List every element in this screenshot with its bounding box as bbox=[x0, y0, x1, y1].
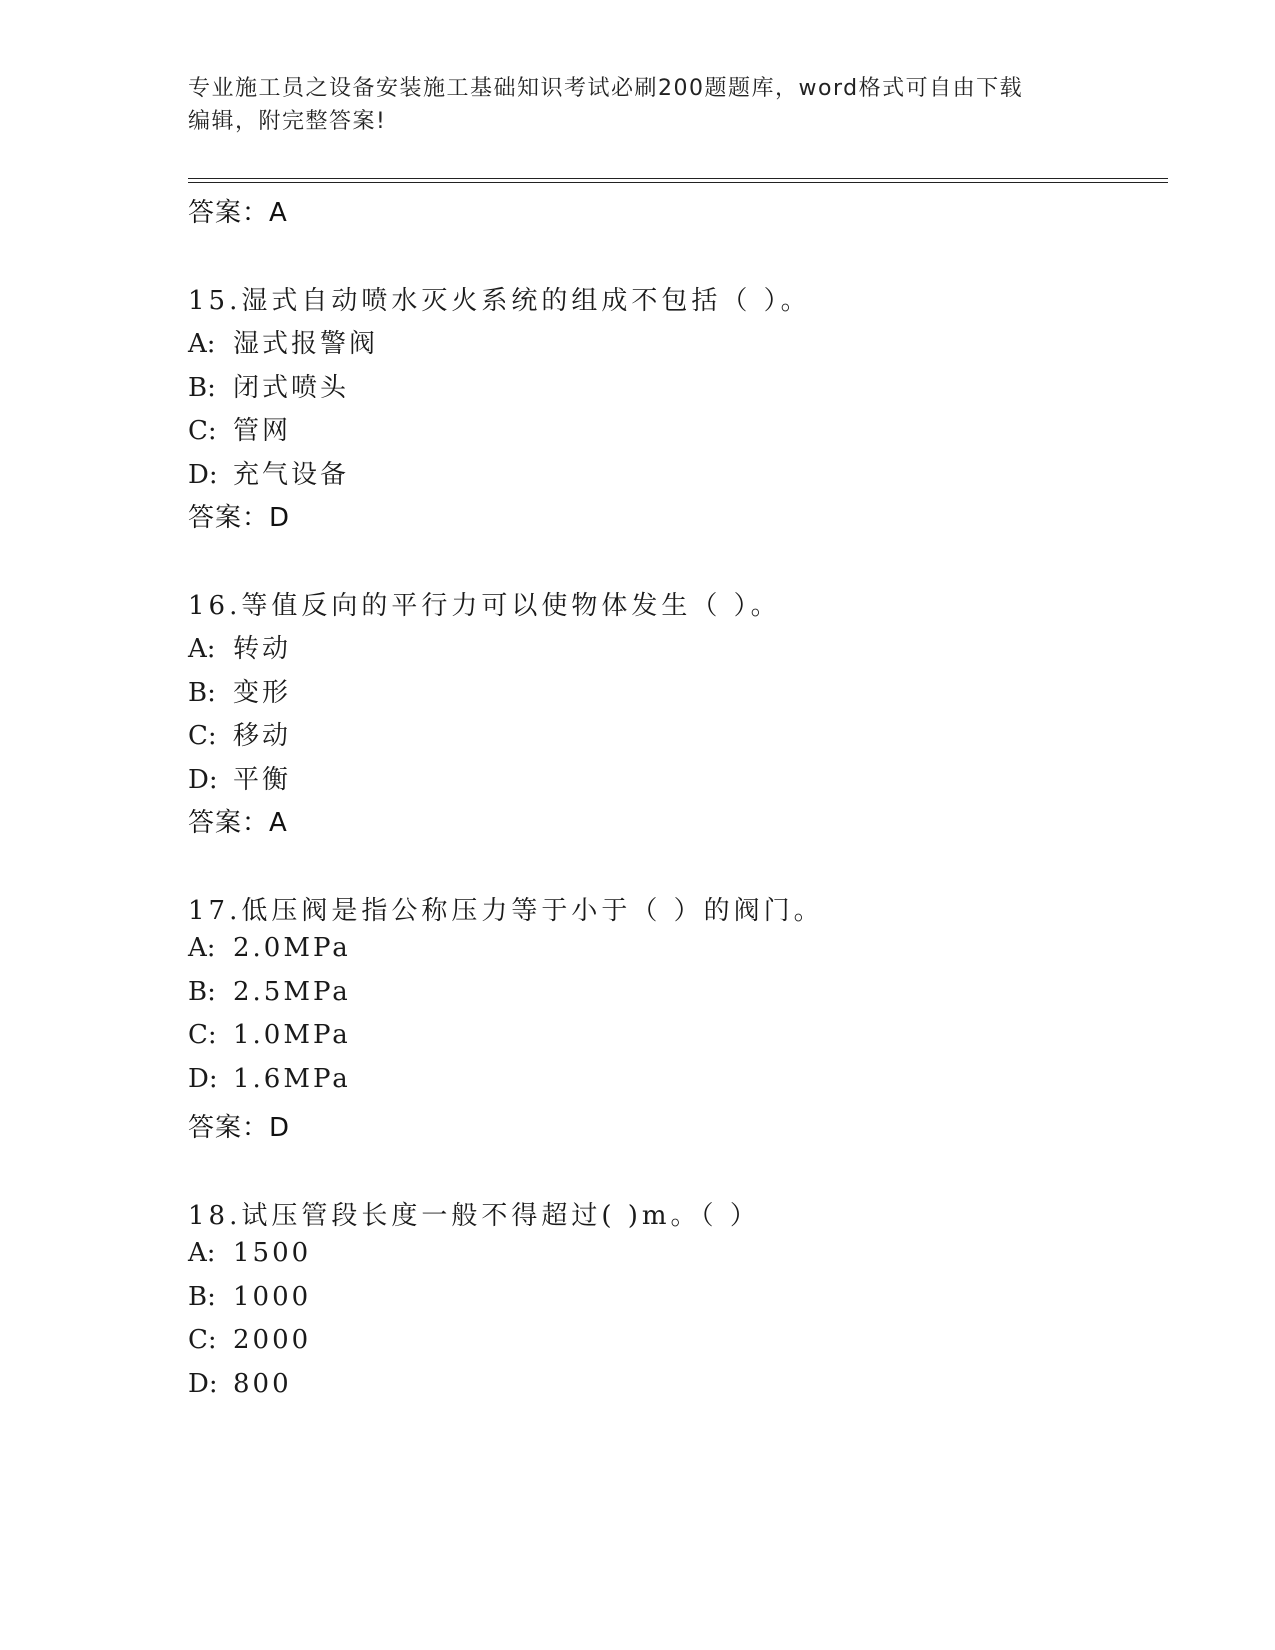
option-label: D: bbox=[188, 460, 218, 490]
question-text: 16.等值反向的平行力可以使物体发生（ ）。 bbox=[188, 591, 781, 621]
option-text: 平衡 bbox=[233, 765, 292, 795]
option-d bbox=[188, 759, 291, 796]
option-b bbox=[188, 672, 291, 709]
question-answer: 答案：D bbox=[188, 503, 291, 533]
option-b bbox=[188, 1282, 311, 1312]
option-label: C: bbox=[188, 1325, 217, 1355]
option-b bbox=[188, 367, 349, 404]
option-c bbox=[188, 410, 291, 447]
header-title-line1: 专业施工员之设备安装施工基础知识考试必刷200题题库，word格式可自由下载 bbox=[188, 76, 1024, 101]
option-text: 变形 bbox=[233, 678, 292, 708]
option-label: A: bbox=[188, 1238, 216, 1268]
option-label: C: bbox=[188, 721, 217, 751]
option-text: 湿式报警阀 bbox=[233, 329, 379, 359]
question-answer: 答案：D bbox=[188, 1113, 291, 1143]
option-text: 1.6MPa bbox=[233, 1064, 351, 1094]
option-d bbox=[188, 1064, 351, 1094]
option-label: A: bbox=[188, 933, 216, 963]
option-text: 转动 bbox=[233, 634, 292, 664]
option-c bbox=[188, 1020, 351, 1050]
option-text: 1500 bbox=[233, 1238, 312, 1268]
option-text: 1.0MPa bbox=[233, 1020, 351, 1050]
option-text: 移动 bbox=[233, 721, 292, 751]
option-label: D: bbox=[188, 765, 218, 795]
option-c bbox=[188, 715, 291, 752]
option-d bbox=[188, 1369, 292, 1399]
option-a bbox=[188, 933, 351, 963]
option-text: 2.0MPa bbox=[233, 933, 351, 963]
option-label: C: bbox=[188, 416, 217, 446]
document-header bbox=[188, 72, 1068, 138]
option-text: 800 bbox=[233, 1369, 292, 1399]
question-text: 17.低压阀是指公称压力等于小于（ ）的阀门。 bbox=[188, 896, 824, 926]
option-d bbox=[188, 454, 349, 491]
answer-prev: 答案：A bbox=[188, 198, 288, 228]
option-label: A: bbox=[188, 329, 216, 359]
option-c bbox=[188, 1325, 311, 1355]
option-label: B: bbox=[188, 1282, 216, 1312]
option-b bbox=[188, 977, 351, 1007]
question-answer: 答案：A bbox=[188, 808, 288, 838]
question-text: 15.湿式自动喷水灭火系统的组成不包括（ ）。 bbox=[188, 286, 811, 316]
header-title-line2: 编辑，附完整答案! bbox=[188, 109, 387, 134]
header-divider-top bbox=[188, 178, 1168, 179]
option-text: 管网 bbox=[233, 416, 292, 446]
option-label: C: bbox=[188, 1020, 217, 1050]
question-text: 18.试压管段长度一般不得超过( )m。（ ） bbox=[188, 1201, 760, 1231]
option-label: A: bbox=[188, 634, 216, 664]
option-text: 充气设备 bbox=[233, 460, 350, 490]
option-label: B: bbox=[188, 373, 216, 403]
option-a bbox=[188, 628, 291, 665]
option-label: D: bbox=[188, 1369, 218, 1399]
option-a bbox=[188, 1238, 311, 1268]
option-text: 1000 bbox=[233, 1282, 312, 1312]
option-label: B: bbox=[188, 678, 216, 708]
option-label: D: bbox=[188, 1064, 218, 1094]
option-text: 闭式喷头 bbox=[233, 373, 350, 403]
option-text: 2000 bbox=[233, 1325, 312, 1355]
option-text: 2.5MPa bbox=[233, 977, 351, 1007]
option-a bbox=[188, 323, 378, 360]
option-label: B: bbox=[188, 977, 216, 1007]
header-divider-bottom bbox=[188, 182, 1168, 183]
